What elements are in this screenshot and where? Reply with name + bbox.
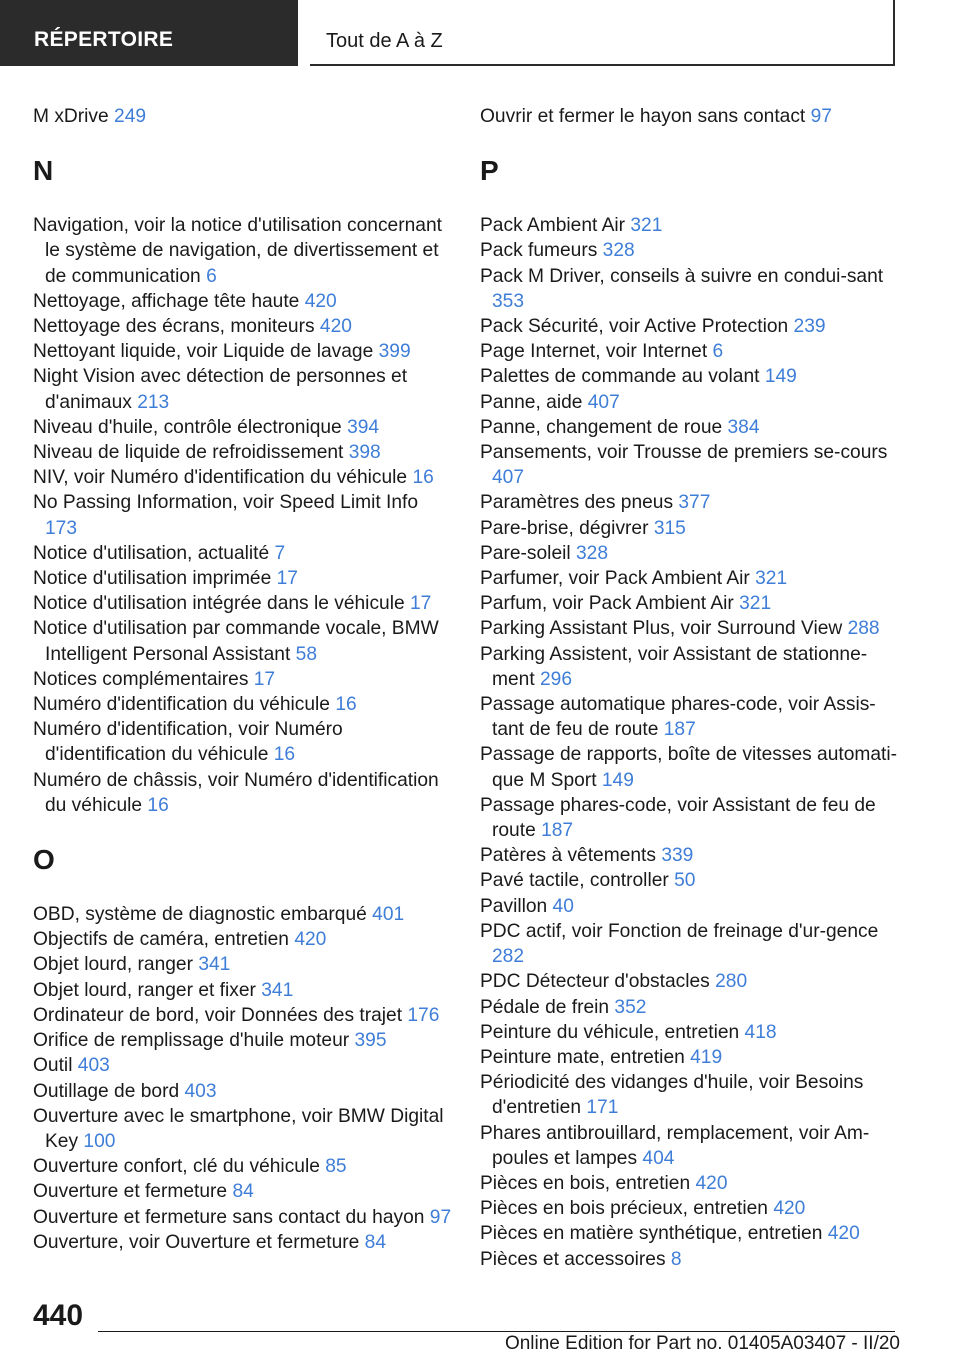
index-entry (480, 843, 900, 868)
index-entry (480, 440, 900, 490)
index-entry-text: Ouverture, voir Ouverture et fermeture (33, 1231, 360, 1253)
index-entry (480, 616, 900, 641)
index-entry-text: Pack M Driver, conseils à suivre en condui-sant (480, 265, 884, 287)
index-entry (33, 927, 453, 952)
page-reference-link[interactable]: 97 (810, 106, 832, 127)
page-reference-link[interactable]: 173 (45, 517, 78, 539)
index-entry (33, 717, 453, 767)
index-column-right (480, 104, 900, 1272)
index-entry-text: PDC Détecteur d'obstacles (480, 971, 710, 993)
page-reference-link[interactable]: 17 (253, 668, 276, 690)
page-reference-link[interactable]: 353 (492, 290, 525, 312)
page-reference-link[interactable]: 239 (793, 316, 826, 338)
page-reference-link[interactable]: 321 (739, 593, 772, 615)
index-entry (33, 1179, 453, 1204)
page-reference-link[interactable]: 419 (690, 1046, 723, 1068)
index-entry-text: Pièces et accessoires (480, 1248, 666, 1270)
page-reference-link[interactable]: 100 (83, 1130, 116, 1152)
page-reference-link[interactable]: 50 (674, 870, 696, 892)
page-reference-link[interactable]: 418 (744, 1021, 777, 1043)
index-entry (480, 894, 900, 919)
index-entry (480, 1247, 900, 1272)
index-entry-text: NIV, voir Numéro d'identification du véhicule (33, 467, 408, 489)
index-entry-text: Notice d'utilisation imprimée (33, 568, 272, 590)
page-reference-link[interactable]: 97 (429, 1206, 452, 1228)
page-reference-link[interactable]: 341 (198, 954, 231, 976)
page-reference-link[interactable]: 328 (602, 240, 635, 262)
page-reference-link[interactable]: 17 (410, 593, 432, 615)
index-entry-text: Night Vision avec détection de personnes et d'animaux (33, 366, 408, 413)
page-reference-link[interactable]: 84 (364, 1231, 386, 1253)
index-entry-text: Ouverture avec le smartphone, voir BMW Digital Key (33, 1105, 444, 1152)
index-entry-text: Ouverture et fermeture (33, 1181, 228, 1203)
page-reference-link[interactable]: 404 (642, 1147, 675, 1169)
index-entry (480, 1196, 900, 1221)
page-reference-link[interactable]: 407 (587, 391, 620, 413)
index-entry-text: Périodicité des vidanges d'huile, voir Besoins d'entretien (480, 1072, 864, 1119)
page-reference-link[interactable]: 407 (492, 467, 525, 489)
index-entry-text: Panne, changement de roue (480, 416, 723, 438)
index-entry-text: Nettoyage, affichage tête haute (33, 290, 300, 312)
index-entry (33, 1028, 453, 1053)
index-entry-text: Phares antibrouillard, remplacement, voir Am-poules et lampes (480, 1122, 870, 1169)
page-reference-link[interactable]: 398 (348, 442, 381, 464)
chapter-tab[interactable]: Tout de A à Z (310, 0, 895, 66)
page-reference-link[interactable]: 16 (412, 467, 434, 489)
index-entry-text: Ouvrir et fermer le hayon sans contact (480, 106, 806, 127)
index-entry (480, 264, 900, 314)
index-letter-heading: N (33, 155, 54, 187)
index-entry (33, 1104, 453, 1154)
index-entry-text: Outillage de bord (33, 1080, 180, 1102)
index-entry-text: Pansements, voir Trousse de premiers se-cours (480, 442, 888, 464)
index-entry (480, 213, 900, 238)
index-entry (33, 415, 453, 440)
index-entry-text: Niveau de liquide de refroidissement (33, 442, 344, 464)
page-reference-link[interactable]: 339 (661, 845, 694, 867)
index-entry-text: Ouverture confort, clé du véhicule (33, 1156, 320, 1178)
page-reference-link[interactable]: 403 (184, 1080, 217, 1102)
index-entry-text: Niveau d'huile, contrôle électronique (33, 416, 342, 438)
page-reference-link[interactable]: 420 (294, 929, 327, 951)
index-entry-text: Peinture mate, entretien (480, 1046, 685, 1068)
page-reference-link[interactable]: 187 (663, 719, 696, 741)
index-entry (33, 440, 453, 465)
index-entry-text: Panne, aide (480, 391, 583, 413)
page-reference-link[interactable]: 16 (335, 694, 357, 716)
index-entry (480, 1171, 900, 1196)
index-entry-text: Palettes de commande au volant (480, 366, 760, 388)
index-entry (480, 364, 900, 389)
index-entry-text: Pièces en bois précieux, entretien (480, 1198, 768, 1220)
index-entry-text: Numéro de châssis, voir Numéro d'identification du véhicule (33, 769, 439, 816)
index-column-left (33, 104, 453, 1255)
page-reference-link[interactable]: 6 (712, 341, 724, 363)
index-entry (33, 1003, 453, 1028)
index-entry-text: Parking Assistant Plus, voir Surround View (480, 618, 843, 640)
index-entry (33, 566, 453, 591)
index-entry (33, 952, 453, 977)
index-entry (33, 289, 453, 314)
index-entry (480, 1070, 900, 1120)
index-entry-text: Ouverture et fermeture sans contact du hayon (33, 1206, 425, 1228)
index-entry-text: Pédale de frein (480, 996, 610, 1018)
index-entry-text: Pavé tactile, controller (480, 870, 669, 892)
page-reference-link[interactable]: 249 (114, 106, 147, 127)
page-reference-link[interactable]: 58 (295, 643, 318, 665)
page-reference-link[interactable]: 8 (670, 1248, 682, 1270)
index-entry (480, 1121, 900, 1171)
page-reference-link[interactable]: 420 (695, 1172, 728, 1194)
index-entry (480, 1045, 900, 1070)
index-entry-text: PDC actif, voir Fonction de freinage d'ur-gence (480, 920, 879, 942)
index-entry (480, 995, 900, 1020)
page-reference-link[interactable]: 16 (273, 744, 296, 766)
page-reference-link[interactable]: 17 (276, 568, 298, 590)
index-entry-text: Objectifs de caméra, entretien (33, 929, 289, 951)
page-reference-link[interactable]: 384 (727, 416, 760, 438)
page-reference-link[interactable]: 171 (586, 1097, 619, 1119)
edition-footer: Online Edition for Part no. 01405A03407 - II/20 (504, 1333, 900, 1354)
page-reference-link[interactable]: 321 (755, 568, 788, 590)
page-reference-link[interactable]: 420 (773, 1198, 806, 1220)
index-entry-text: Nettoyage des écrans, moniteurs (33, 316, 315, 338)
index-entry-text: Nettoyant liquide, voir Liquide de lavage (33, 341, 374, 363)
index-entry (33, 768, 453, 818)
index-entry-text: Page Internet, voir Internet (480, 341, 708, 363)
page-reference-link[interactable]: 282 (492, 946, 525, 968)
index-entry-text: Navigation, voir la notice d'utilisation concernant le système de navigation, de divertissement et de communication (33, 215, 442, 287)
index-entry (480, 692, 900, 742)
index-entry (33, 364, 453, 414)
index-entry (480, 591, 900, 616)
page-reference-link[interactable]: 341 (261, 979, 294, 1001)
index-entry-text: Notices complémentaires (33, 668, 249, 690)
index-entry (33, 1053, 453, 1078)
index-entry (480, 541, 900, 566)
index-entry-text: Pare-brise, dégivrer (480, 517, 649, 539)
index-entry (480, 415, 900, 440)
page-reference-link[interactable]: 149 (601, 769, 634, 791)
index-entry (33, 465, 453, 490)
index-entry (33, 339, 453, 364)
index-entry-text: Parfum, voir Pack Ambient Air (480, 593, 734, 615)
index-entry-text: Notice d'utilisation, actualité (33, 542, 270, 564)
index-entry-text: No Passing Information, voir Speed Limit Info (33, 492, 419, 514)
index-entry (480, 742, 900, 792)
page-reference-link[interactable]: 403 (77, 1055, 110, 1077)
page-reference-link[interactable]: 420 (319, 316, 352, 338)
index-entry (480, 969, 900, 994)
index-entry-text: Paramètres des pneus (480, 492, 674, 514)
page-reference-link[interactable]: 187 (541, 820, 574, 842)
page-reference-link[interactable]: 213 (137, 391, 170, 413)
page-reference-link[interactable]: 7 (274, 542, 286, 564)
index-entry (480, 1221, 900, 1246)
index-entry (33, 1154, 453, 1179)
index-entry (33, 541, 453, 566)
index-entry (480, 390, 900, 415)
index-entry (33, 1205, 453, 1230)
index-entry-text: Passage de rapports, boîte de vitesses automati-que M Sport (480, 744, 898, 791)
index-entry (480, 516, 900, 541)
index-entry-text: Objet lourd, ranger (33, 954, 193, 976)
page-reference-link[interactable]: 288 (847, 618, 880, 640)
index-entry-text: Pièces en matière synthétique, entretien (480, 1223, 823, 1245)
index-entry-text: Notice d'utilisation intégrée dans le véhicule (33, 593, 405, 615)
index-entry-text: Pare-soleil (480, 542, 571, 564)
page-reference-link[interactable]: 420 (827, 1223, 860, 1245)
index-entry-text: Passage automatique phares-code, voir Assis-tant de feu de route (480, 694, 876, 741)
index-entry (480, 314, 900, 339)
index-entry (33, 314, 453, 339)
page-reference-link[interactable]: 352 (614, 996, 647, 1018)
index-entry (480, 919, 900, 969)
page-reference-link[interactable]: 395 (354, 1030, 387, 1052)
index-entry (33, 616, 453, 666)
page-reference-link[interactable]: 321 (630, 215, 663, 237)
index-entry (480, 490, 900, 515)
index-entry-text: Peinture du véhicule, entretien (480, 1021, 740, 1043)
index-entry-text: Orifice de remplissage d'huile moteur (33, 1030, 350, 1052)
index-entry (480, 339, 900, 364)
page-reference-link[interactable]: 6 (206, 265, 217, 287)
index-letter-heading: P (480, 155, 499, 187)
index-entry-text: Pack fumeurs (480, 240, 598, 262)
index-entry (33, 1079, 453, 1104)
page-reference-link[interactable]: 401 (372, 904, 405, 926)
index-entry-text: OBD, système de diagnostic embarqué (33, 904, 367, 926)
index-entry (33, 490, 453, 540)
page-reference-link[interactable]: 399 (378, 341, 411, 363)
index-entry (480, 1020, 900, 1045)
page-reference-link[interactable]: 420 (304, 290, 337, 312)
page-reference-link[interactable]: 280 (715, 971, 748, 993)
index-entry-text: Outil (33, 1055, 73, 1077)
index-entry-text: Parking Assistent, voir Assistant de stationne-ment (480, 643, 868, 690)
index-letter-heading: O (33, 844, 55, 876)
index-entry (33, 591, 453, 616)
index-entry-text: Numéro d'identification, voir Numéro d'identification du véhicule (33, 719, 343, 766)
page-number: 440 (33, 1299, 84, 1332)
page-reference-link[interactable]: 328 (576, 542, 609, 564)
page-reference-link[interactable]: 149 (764, 366, 797, 388)
index-entry (480, 104, 900, 129)
index-entry-text: Pavillon (480, 895, 548, 917)
index-entry-text: Numéro d'identification du véhicule (33, 694, 330, 716)
page-reference-link[interactable]: 16 (147, 794, 169, 816)
index-entry-text: Objet lourd, ranger et fixer (33, 979, 256, 1001)
index-entry-text: Parfumer, voir Pack Ambient Air (480, 568, 750, 590)
index-entry (33, 978, 453, 1003)
index-entry (33, 213, 453, 289)
index-entry-text: Ordinateur de bord, voir Données des trajet (33, 1004, 403, 1026)
index-entry-text: M xDrive (33, 106, 109, 127)
page-header (0, 0, 960, 66)
index-entry (480, 642, 900, 692)
page-reference-link[interactable]: 84 (232, 1181, 254, 1203)
index-entry (480, 238, 900, 263)
index-entry (33, 1230, 453, 1255)
page-reference-link[interactable]: 176 (407, 1004, 440, 1026)
index-entry-text: Notice d'utilisation par commande vocale, BMW Intelligent Personal Assistant (33, 618, 439, 665)
page-reference-link[interactable]: 85 (325, 1156, 347, 1178)
index-entry-text: Patères à vêtements (480, 845, 656, 867)
index-entry (33, 104, 453, 129)
index-entry (33, 692, 453, 717)
index-entry (33, 667, 453, 692)
page-reference-link[interactable]: 40 (552, 895, 574, 917)
index-entry-text: Pack Ambient Air (480, 215, 626, 237)
section-tab[interactable]: RÉPERTOIRE (0, 0, 298, 66)
index-entry-text: Pièces en bois, entretien (480, 1172, 691, 1194)
index-entry (480, 868, 900, 893)
index-entry (480, 793, 900, 843)
index-entry-text: Passage phares-code, voir Assistant de feu de route (480, 794, 876, 842)
index-entry (480, 566, 900, 591)
page-reference-link[interactable]: 296 (540, 668, 573, 690)
page-reference-link[interactable]: 315 (653, 517, 686, 539)
index-entry (33, 902, 453, 927)
index-entry-text: Pack Sécurité, voir Active Protection (480, 316, 789, 338)
page-reference-link[interactable]: 377 (678, 492, 711, 514)
page-reference-link[interactable]: 394 (347, 416, 380, 438)
